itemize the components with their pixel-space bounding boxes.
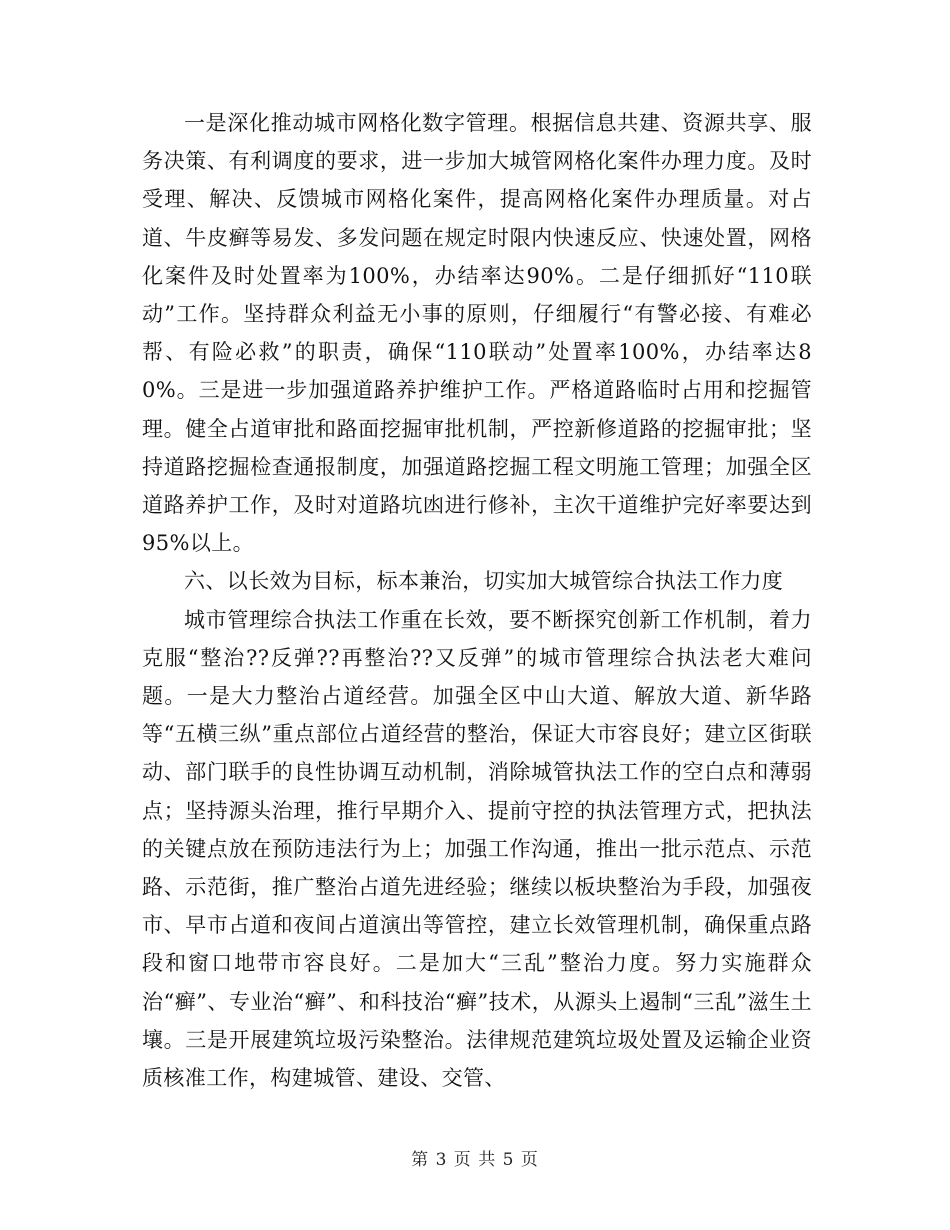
- paragraph-grid-management: 一是深化推动城市网格化数字管理。根据信息共建、资源共享、服务决策、有利调度的要求，进一步加大城管网格化案件办理力度。及时受理、解决、反馈城市网格化案件，提高网格化案件办理质量。对占道、牛皮癣等易发、多发问题在规定时限内快速反应、快速处置，网格化案件及时处置率为100%，办结率达90%。二是仔细抓好“110联动”工作。坚持群众利益无小事的原则，仔细履行“有警必接、有难必帮、有险必救”的职责，确保“110联动”处置率100%，办结率达80%。三是进一步加强道路养护维护工作。严格道路临时占用和挖掘管理。健全占道审批和路面挖掘审批机制，严控新修道路的挖掘审批；坚持道路挖掘检查通报制度，加强道路挖掘工程文明施工管理；加强全区道路养护工作，及时对道路坑凼进行修补，主次干道维护完好率要达到95%以上。: [142, 111, 812, 556]
- section-heading-six: 六、以长效为目标，标本兼治，切实加大城管综合执法工作力度: [184, 569, 784, 594]
- paragraph-enforcement: 城市管理综合执法工作重在长效，要不断探究创新工作机制，着力克服“整治??反弹??再整治??又反弹”的城市管理综合执法老大难问题。一是大力整治占道经营。加强全区中山大道、解放大道、新华路等“五横三纵”重点部位占道经营的整治，保证大市容良好；建立区街联动、部门联手的良性协调互动机制，消除城管执法工作的空白点和薄弱点；坚持源头治理，推行早期介入、提前守控的执法管理方式，把执法的关键点放在预防违法行为上；加强工作沟通，推出一批示范点、示范路、示范街，推广整治占道先进经验；继续以板块整治为手段，加强夜市、早市占道和夜间占道演出等管控，建立长效管理机制，确保重点路段和窗口地带市容良好。二是加大“三乱”整治力度。努力实施群众治“癣”、专业治“癣”、和科技治“癣”技术，从源头上遏制“三乱”滋生土壤。三是开展建筑垃圾污染整治。法律规范建筑垃圾处置及运输企业资质核准工作，构建城管、建设、交管、: [142, 607, 812, 1091]
- page-number-footer: 第 3 页 共 5 页: [411, 1150, 539, 1170]
- document-body: [142, 104, 812, 1097]
